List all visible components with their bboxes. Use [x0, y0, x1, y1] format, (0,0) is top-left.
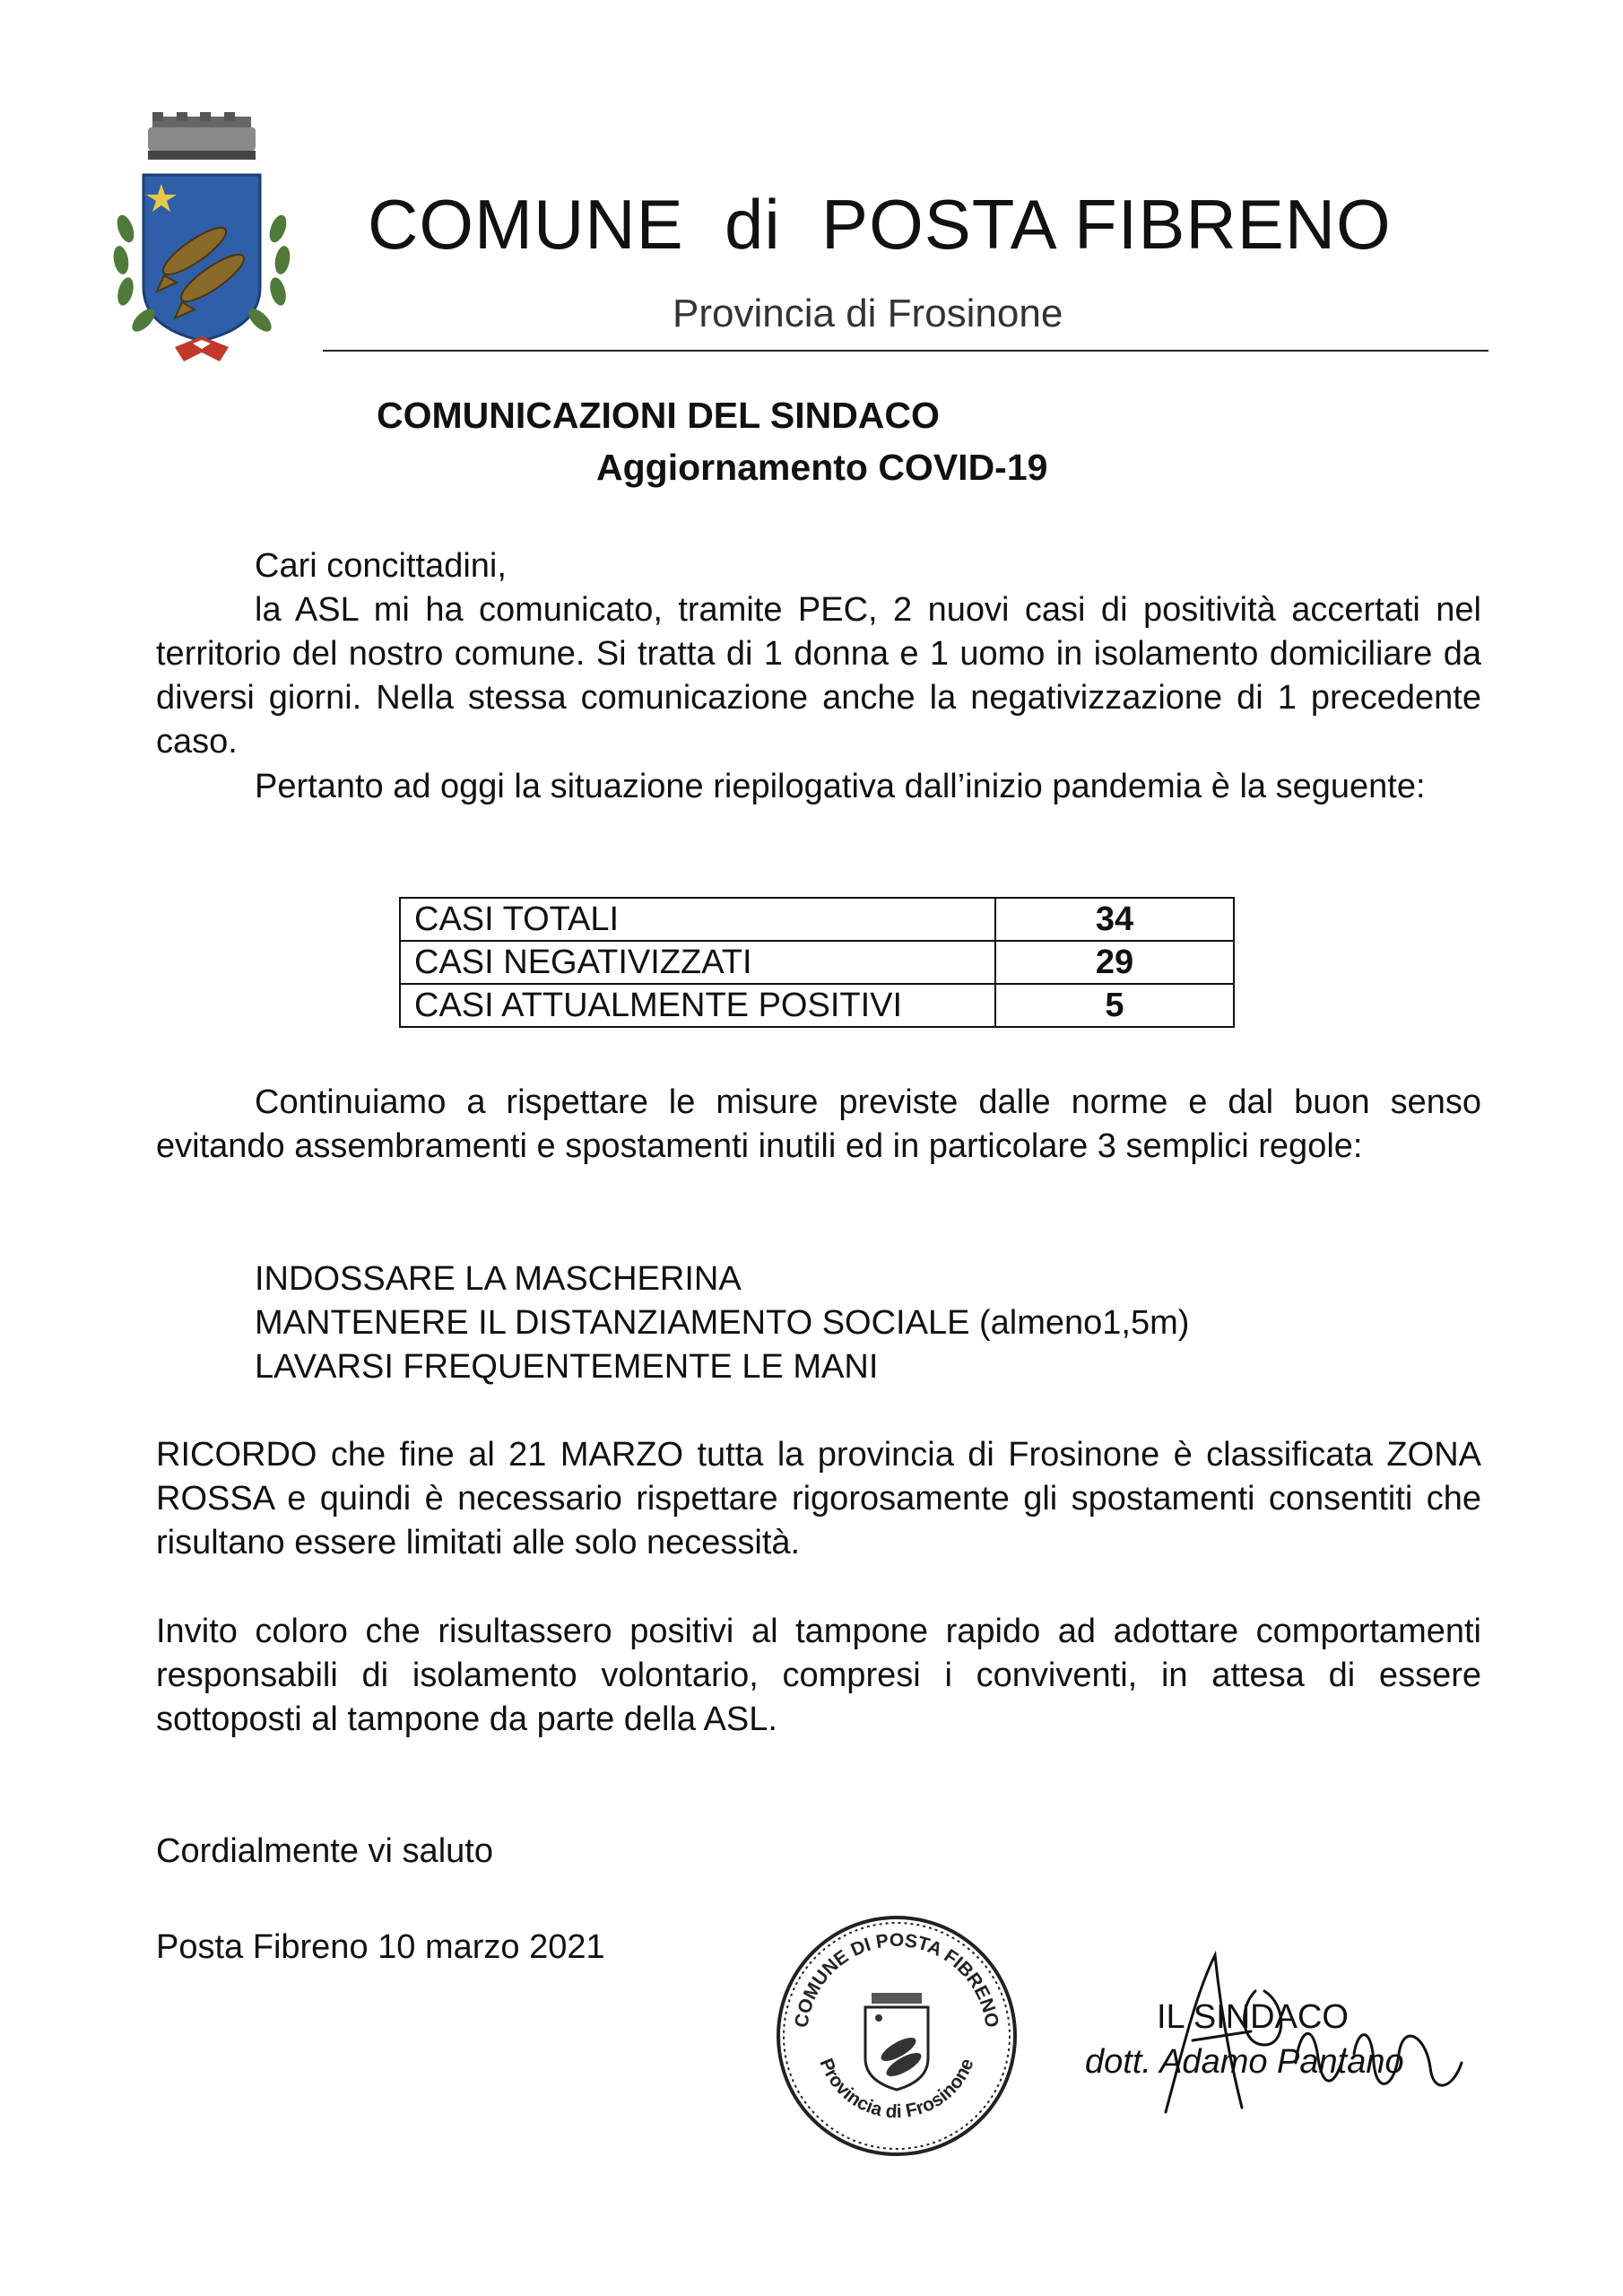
list-item: INDOSSARE LA MASCHERINA — [255, 1260, 742, 1298]
ribbon-icon — [175, 336, 229, 361]
paragraph-measures: Continuiamo a rispettare le misure previste dalle norme e dal buon senso evitando assembramenti e spostamenti inutili ed in particolare 3 semplici regole: — [156, 1083, 1481, 1165]
paragraph-summary-intro: Pertanto ad oggi la situazione riepilogativa dall’inizio pandemia è la seguente: — [255, 768, 1426, 805]
seal-top-text: COMUNE DI POSTA FIBRENO — [791, 1930, 1002, 2030]
crown-icon — [148, 112, 256, 160]
place-and-date: Posta Fibreno 10 marzo 2021 — [156, 1928, 605, 1966]
table-row — [400, 984, 1234, 1027]
table-row — [400, 941, 1234, 984]
signer-name: dott. Adamo Pantano — [1085, 2043, 1404, 2081]
stat-value: 5 — [995, 984, 1234, 1027]
paragraph-asl-update: la ASL mi ha comunicato, tramite PEC, 2 nuovi casi di positività accertati nel territorio del nostro comune. Si tratta di 1 donna e 1 uomo in isolamento domiciliare da diversi giorni. Nella stessa comunicazione anche la negativizzazione di 1 precedente caso. — [156, 591, 1481, 761]
paragraph-isolation: Invito coloro che risultassero positivi al tampone rapido ad adottare comportamenti responsabili di isolamento volontario, compresi i conviventi, in attesa di essere sottoposti al tampone da parte della ASL. — [156, 1613, 1481, 1738]
list-item: MANTENERE IL DISTANZIAMENTO SOCIALE (almeno1,5m) — [255, 1304, 1190, 1342]
paragraph-red-zone: RICORDO che fine al 21 MARZO tutta la provincia di Frosinone è classificata ZONA ROSSA e quindi è necessario rispettare rigorosamente gli spostamenti consentiti che risultano essere limitati alle solo necessità. — [156, 1436, 1481, 1561]
closing-salutation: Cordialmente vi saluto — [156, 1832, 493, 1870]
header-divider — [323, 350, 1488, 352]
greeting: Cari concittadini, — [255, 547, 507, 585]
signer-title: IL SINDACO — [1157, 1998, 1349, 2036]
document-title: COMUNICAZIONI DEL SINDACO — [377, 395, 940, 436]
org-name: COMUNE di POSTA FIBRENO — [368, 185, 1392, 264]
org-province: Provincia di Frosinone — [673, 291, 1063, 335]
coat-of-arms-icon — [94, 112, 309, 372]
stat-value: 34 — [995, 898, 1234, 941]
rules-list — [255, 1257, 1189, 1389]
seal-shield-icon — [865, 1993, 928, 2090]
official-seal-icon — [771, 1910, 1022, 2161]
stat-label: CASI NEGATIVIZZATI — [400, 941, 995, 984]
seal-bottom-text: Provincia di Frosinone — [815, 2055, 978, 2123]
list-item: LAVARSI FREQUENTEMENTE LE MANI — [255, 1348, 879, 1386]
stat-label: CASI ATTUALMENTE POSITIVI — [400, 984, 995, 1027]
table-row — [400, 898, 1234, 941]
document-subtitle: Aggiornamento COVID-19 — [596, 447, 1048, 488]
stat-label: CASI TOTALI — [400, 898, 995, 941]
stat-value: 29 — [995, 941, 1234, 984]
covid-stats-table — [399, 897, 1235, 1028]
